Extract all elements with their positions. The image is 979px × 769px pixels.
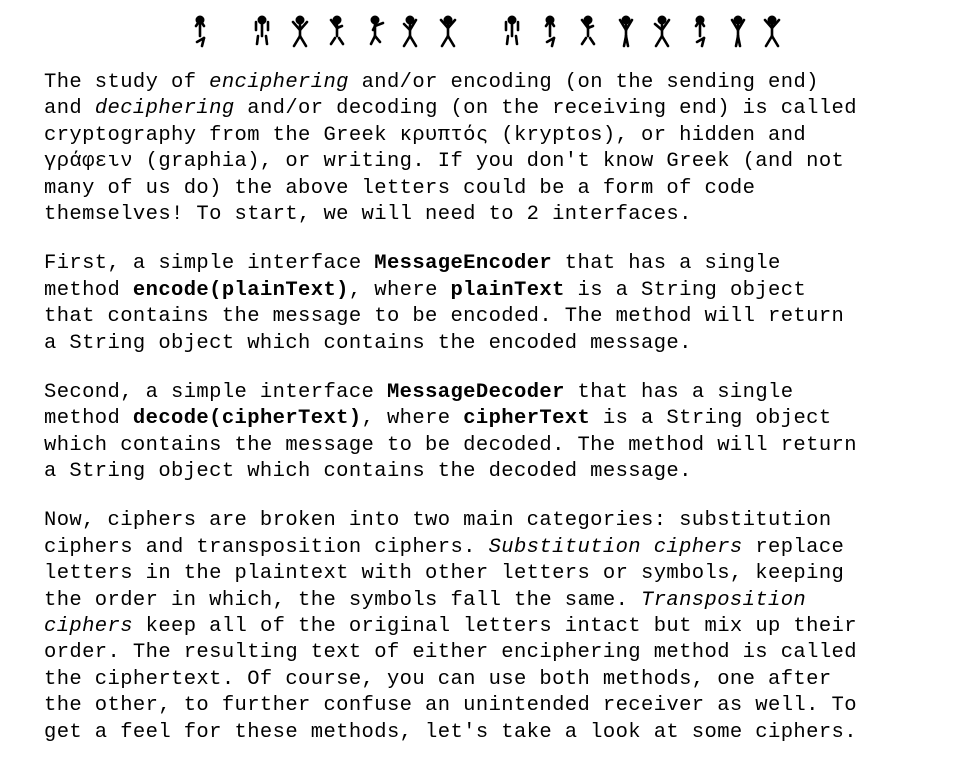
emphasis-term: deciphering xyxy=(94,97,235,121)
text-line xyxy=(44,406,974,432)
text-run: and xyxy=(44,97,95,121)
dancing-man-glyph xyxy=(441,17,455,46)
dancing-man-glyph xyxy=(331,17,343,44)
text-run: cryptography from the Greek κρυπτός (kryptos), or hidden and xyxy=(44,123,807,147)
text-line xyxy=(44,70,974,96)
text-line xyxy=(44,176,974,202)
text-line xyxy=(44,278,974,304)
text-line xyxy=(44,202,974,228)
text-line xyxy=(44,433,974,459)
code-term: MessageDecoder xyxy=(386,380,565,404)
text-line xyxy=(44,459,974,485)
text-run: that contains the message to be encoded. The method will return xyxy=(44,305,845,329)
text-run: First, a simple interface xyxy=(44,252,375,276)
text-run: and/or encoding (on the sending end) xyxy=(348,71,819,94)
paragraph xyxy=(44,508,974,746)
text-run: keep all of the original letters intact but mix up their xyxy=(132,615,857,639)
text-line xyxy=(44,508,974,534)
dancing-man-glyph xyxy=(582,17,594,44)
text-run: the ciphertext. Of course, you can use both methods, one after xyxy=(44,667,832,691)
text-run: which contains the message to be decoded. The method will return xyxy=(44,433,857,457)
text-run: , where xyxy=(361,407,464,431)
text-line xyxy=(44,693,974,719)
text-run: , where xyxy=(348,278,451,302)
dancing-man-glyph xyxy=(765,17,779,46)
dancing-man-glyph xyxy=(696,17,704,46)
text-line xyxy=(44,720,974,746)
text-line xyxy=(44,304,974,330)
text-run: ciphers and transposition ciphers. xyxy=(44,535,489,559)
text-line xyxy=(44,380,974,406)
text-run: Second, a simple interface xyxy=(44,380,387,404)
text-run: themselves! To start, we will need to 2 interfaces. xyxy=(44,202,692,226)
dancing-man-glyph xyxy=(732,17,744,46)
dancing-man-glyph xyxy=(371,17,383,44)
code-term: plainText xyxy=(450,278,565,302)
text-run: that has a single xyxy=(564,380,794,404)
text-run: is a String object xyxy=(590,407,832,431)
code-term: decode(cipherText) xyxy=(132,407,362,431)
text-run: Now, ciphers are broken into two main categories: substitution xyxy=(44,509,832,533)
emphasis-term: Transposition xyxy=(641,588,807,612)
text-run: method xyxy=(44,278,133,302)
emphasis-term: ciphers xyxy=(44,615,133,639)
text-run: that has a single xyxy=(552,252,781,276)
text-line xyxy=(44,251,974,277)
dancing-man-glyph xyxy=(546,17,554,46)
text-line xyxy=(44,614,974,640)
paragraph xyxy=(44,251,974,357)
dancing-man-glyph xyxy=(256,17,268,44)
code-term: MessageEncoder xyxy=(374,252,553,276)
text-line xyxy=(44,149,974,175)
text-run: and/or decoding (on the receiving end) is called xyxy=(234,97,857,121)
text-line xyxy=(44,331,974,357)
text-line xyxy=(44,96,974,122)
text-line xyxy=(44,561,974,587)
paragraph xyxy=(44,380,974,486)
code-term: encode(plainText) xyxy=(132,278,349,302)
text-line xyxy=(44,667,974,693)
article-body xyxy=(44,70,974,746)
text-line xyxy=(44,535,974,561)
dancing-men-banner xyxy=(0,12,979,52)
dancing-man-glyph xyxy=(293,17,307,46)
dancing-man-glyph xyxy=(196,17,204,46)
text-run: method xyxy=(44,407,133,431)
text-run: letters in the plaintext with other letters or symbols, keeping xyxy=(44,562,845,586)
dancing-man-glyph xyxy=(506,17,518,44)
emphasis-term: enciphering xyxy=(209,71,349,94)
text-run: γράφειν (graphia), or writing. If you don't know Greek (and not xyxy=(44,150,845,174)
text-run: The study of xyxy=(44,71,210,94)
text-line xyxy=(44,123,974,149)
dancing-man-glyph xyxy=(620,17,632,46)
text-line xyxy=(44,588,974,614)
paragraph xyxy=(44,70,974,228)
text-line xyxy=(44,640,974,666)
text-run: get a feel for these methods, let's take a look at some ciphers. xyxy=(44,720,857,744)
text-run: the other, to further confuse an unintended receiver as well. To xyxy=(44,694,857,718)
text-run: a String object which contains the decoded message. xyxy=(44,460,692,484)
text-run: the order in which, the symbols fall the same. xyxy=(44,588,641,612)
emphasis-term: Substitution ciphers xyxy=(488,535,743,559)
text-run: is a String object xyxy=(564,278,807,302)
text-run: many of us do) the above letters could be a form of code xyxy=(44,176,756,200)
text-run: replace xyxy=(742,535,845,559)
text-run: order. The resulting text of either enciphering method is called xyxy=(44,641,857,665)
dancing-men-icon xyxy=(0,12,979,52)
code-term: cipherText xyxy=(463,407,591,431)
dancing-man-glyph xyxy=(404,17,416,46)
text-run: a String object which contains the encoded message. xyxy=(44,331,692,355)
dancing-man-glyph xyxy=(655,17,669,46)
